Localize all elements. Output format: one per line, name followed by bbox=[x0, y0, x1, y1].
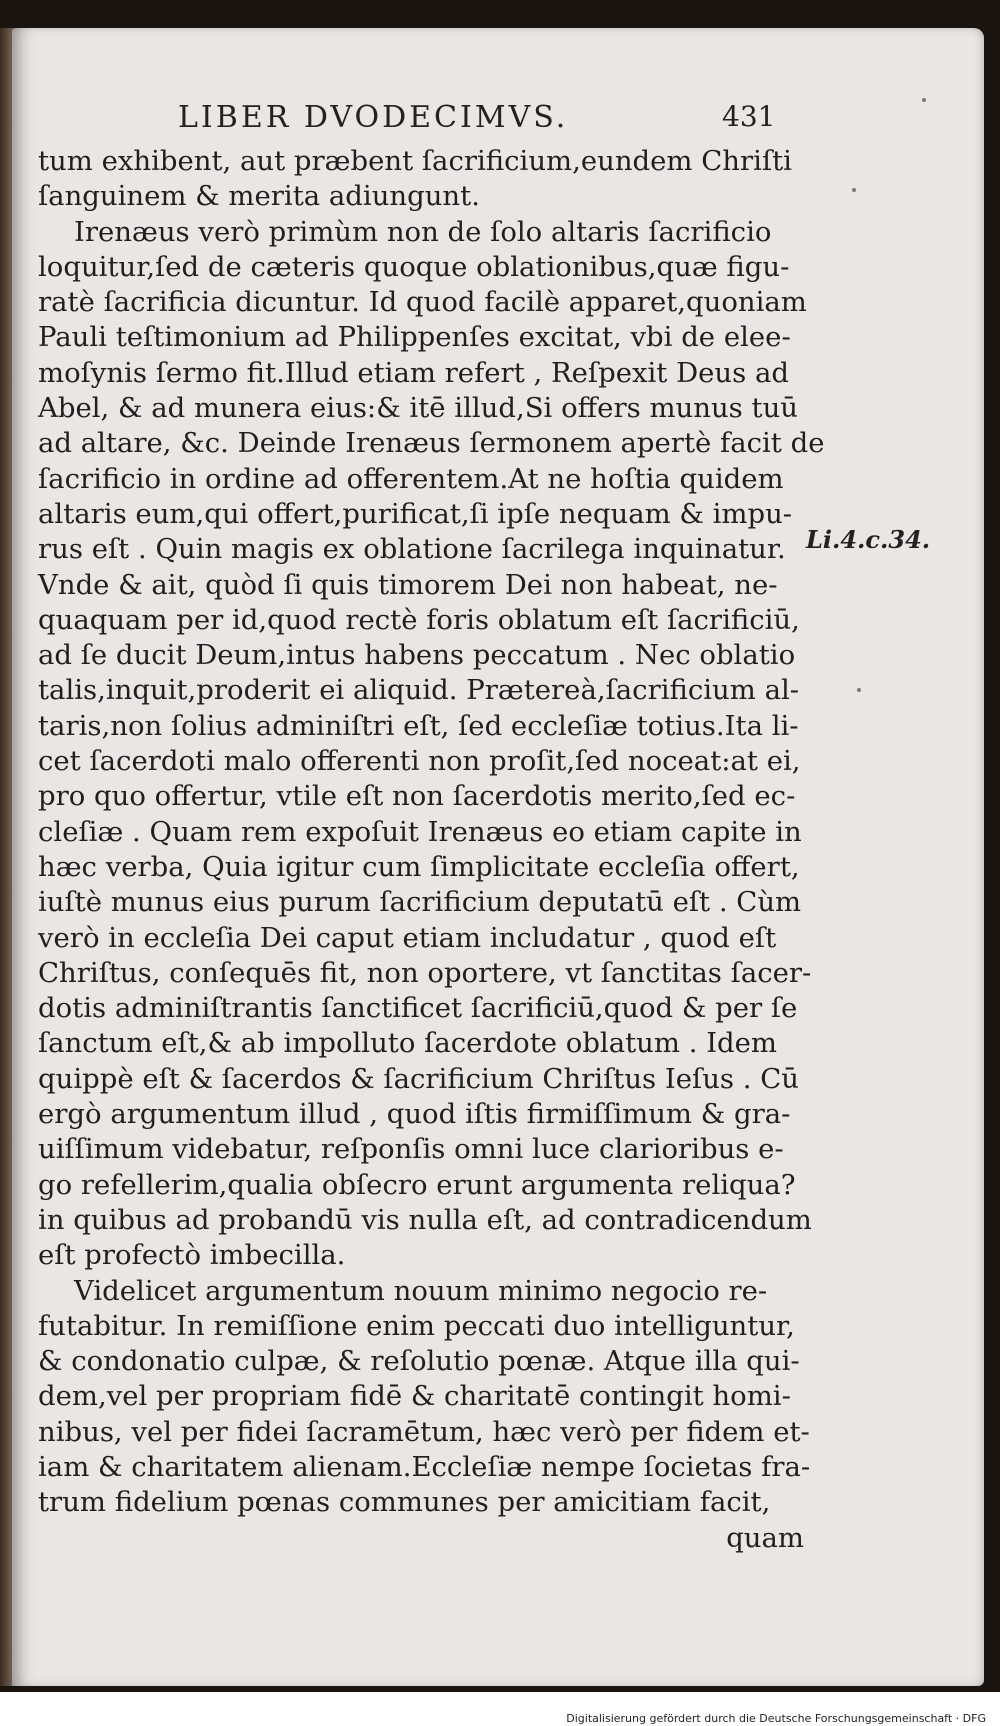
paper-speck bbox=[852, 188, 856, 192]
text-line: quaquam per id,quod rectè foris oblatum eſt ſacrificiū, bbox=[38, 603, 800, 636]
text-line: iam & charitatem alienam.Eccleſiæ nempe ſocietas fra- bbox=[38, 1450, 811, 1483]
text-line: ſacrificio in ordine ad offerentem.At ne hoſtia quidem bbox=[38, 462, 784, 495]
text-line: Irenæus verò primùm non de ſolo altaris ſacrificio bbox=[74, 215, 772, 248]
text-line: moſynis ſermo fit.Illud etiam refert , Reſpexit Deus ad bbox=[38, 356, 789, 389]
text-line: rus eſt . Quin magis ex oblatione ſacrilega inquinatur. bbox=[38, 533, 786, 566]
text-line: Vnde & ait, quòd ſi quis timorem Dei non habeat, ne- bbox=[38, 568, 778, 601]
paper-speck bbox=[857, 688, 861, 692]
text-line: ad altare, &c. Deinde Irenæus ſermonem apertè facit de bbox=[38, 427, 825, 460]
text-line: ergò argumentum illud , quod iſtis firmiſſimum & gra- bbox=[38, 1098, 791, 1131]
text-line: ſanguinem & merita adiungunt. bbox=[38, 180, 480, 213]
body-text bbox=[38, 144, 825, 1556]
text-line: uiſſimum videbatur, reſponſis omni luce clarioribus e- bbox=[38, 1133, 784, 1166]
text-line: Chriſtus, conſequēs fit, non oportere, vt ſanctitas ſacer- bbox=[38, 956, 812, 989]
text-line: dem,vel per propriam fidē & charitatē contingit homi- bbox=[38, 1380, 791, 1413]
text-line: quippè eſt & ſacerdos & ſacrificium Chriſtus Ieſus . Cū bbox=[38, 1062, 800, 1095]
text-line: dotis adminiſtrantis ſanctificet ſacrificiū,quod & per ſe bbox=[38, 992, 798, 1025]
text-line: trum fidelium pœnas communes per amicitiam facit, bbox=[38, 1486, 771, 1519]
paper-speck bbox=[922, 98, 926, 102]
text-line: verò in eccleſia Dei caput etiam includatur , quod eſt bbox=[38, 921, 777, 954]
text-line: loquitur,ſed de cæteris quoque oblationibus,quæ figu- bbox=[38, 250, 790, 283]
text-line: Videlicet argumentum nouum minimo negocio re- bbox=[74, 1274, 768, 1307]
running-header-title: LIBER DVODECIMVS. bbox=[178, 100, 569, 135]
text-line: iuſtè munus eius purum ſacrificium deputatū eſt . Cùm bbox=[38, 886, 802, 919]
text-line: cleſiæ . Quam rem expoſuit Irenæus eo etiam capite in bbox=[38, 815, 802, 848]
text-line: taris,non ſolius adminiſtri eſt, ſed eccleſiæ totius.Ita li- bbox=[38, 709, 799, 742]
text-line: tum exhibent, aut præbent ſacrificium,eundem Chriſti bbox=[38, 145, 792, 177]
digitization-credit: Digitalisierung gefördert durch die Deutsche Forschungsgemeinschaft · DFG bbox=[566, 1712, 986, 1725]
text-line: altaris eum,qui offert,purificat,ſi ipſe nequam & impu- bbox=[38, 497, 793, 530]
text-line: in quibus ad probandū vis nulla eſt, ad contradicendum bbox=[38, 1203, 812, 1236]
text-line: cet ſacerdoti malo offerenti non proſit,ſed noceat:at ei, bbox=[38, 745, 801, 778]
text-line: nibus, vel per fidei ſacramētum, hæc verò per fidem et- bbox=[38, 1415, 810, 1448]
catchword: quam bbox=[726, 1521, 804, 1554]
text-line: Abel, & ad munera eius:& itē illud,Si offers munus tuū bbox=[38, 392, 798, 425]
text-line: & condonatio culpæ, & reſolutio pœnæ. Atque illa qui- bbox=[38, 1345, 800, 1378]
text-line: eſt profectò imbecilla. bbox=[38, 1239, 346, 1272]
text-line: pro quo offertur, vtile eſt non ſacerdotis merito,ſed ec- bbox=[38, 780, 796, 813]
marginal-note: Li.4.c.34. bbox=[806, 525, 931, 554]
text-line: ratè ſacrificia dicuntur. Id quod facilè apparet,quoniam bbox=[38, 286, 807, 319]
text-line: go refellerim,qualia obſecro erunt argumenta reliqua? bbox=[38, 1168, 796, 1201]
text-line: Pauli teſtimonium ad Philippenſes excitat, vbi de elee- bbox=[38, 321, 791, 354]
text-line: ad ſe ducit Deum,intus habens peccatum . Nec oblatio bbox=[38, 639, 796, 672]
page-number: 431 bbox=[722, 100, 776, 133]
text-line: ſanctum eſt,& ab impolluto ſacerdote oblatum . Idem bbox=[38, 1027, 778, 1060]
text-line: futabitur. In remiſſione enim peccati duo intelliguntur, bbox=[38, 1309, 795, 1342]
text-line: talis,inquit,proderit ei aliquid. Prӕtereà,ſacrificium al- bbox=[38, 674, 800, 707]
text-line: hæc verba, Quia igitur cum ſimplicitate eccleſia offert, bbox=[38, 850, 800, 883]
